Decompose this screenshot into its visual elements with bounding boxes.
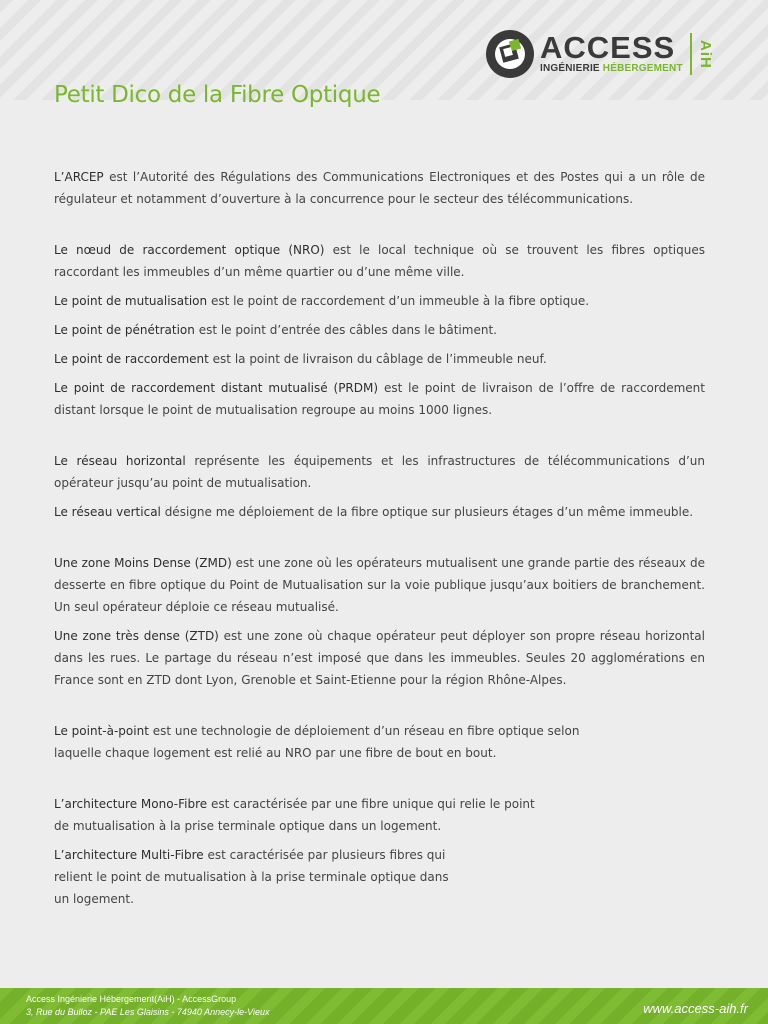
entry-point-a-point xyxy=(54,720,620,764)
entry-definition: est le point d’entrée des câbles dans le bâtiment. xyxy=(194,323,497,337)
entry-zmd xyxy=(54,552,705,618)
entry-term: Le point de mutualisation xyxy=(54,294,208,308)
page-footer xyxy=(0,988,768,1024)
entry-nro xyxy=(54,239,705,283)
logo-tagline xyxy=(540,63,683,75)
entry-term: Une zone très dense (ZTD) xyxy=(54,629,219,643)
footer-company-name: Access Ingénierie Hébergement(AiH) - AccessGroup xyxy=(26,994,237,1004)
footer-address: 3, Rue du Bulloz - PAE Les Glaisins - 74940 Annecy-le-Vieux xyxy=(26,1007,270,1017)
entry-definition: est une zone où chaque opérateur peut déployer son propre réseau horizontal dans les rues. Le partage du réseau n’est imposé que dans les immeubles. Seules 20 agglomérations en France sont en ZTD dont Lyon, Grenoble et Saint-Etienne pour la région Rhône-Alpes. xyxy=(54,629,705,687)
entry-term: Le nœud de raccordement optique (NRO) xyxy=(54,243,325,257)
footer-company-info xyxy=(26,993,269,1019)
entry-definition: est la point de livraison du câblage de l’immeuble neuf. xyxy=(208,352,547,366)
logo-tagline-hosting: HÉBERGEMENT xyxy=(602,63,683,74)
entry-term: Le point de raccordement distant mutualisé (PRDM) xyxy=(54,381,379,395)
page-title: Petit Dico de la Fibre Optique xyxy=(54,82,381,108)
section-gap xyxy=(54,530,705,552)
section-gap xyxy=(54,771,705,793)
logo-tagline-engineering: INGÉNIERIE xyxy=(540,63,600,74)
entry-term: Le point de raccordement xyxy=(54,352,209,366)
section-gap xyxy=(54,217,705,239)
entry-definition: désigne me déploiement de la fibre optique sur plusieurs étages d’un même immeuble. xyxy=(160,505,694,519)
entry-term: Une zone Moins Dense (ZMD) xyxy=(54,556,232,570)
entry-definition: est le point de livraison de l’offre de raccordement distant lorsque le point de mutualisation regroupe au moins 1000 lignes. xyxy=(54,381,705,417)
footer-website-link[interactable]: www.access-aih.fr xyxy=(643,1001,748,1016)
entry-multi-fibre xyxy=(54,844,454,910)
entry-term: Le réseau horizontal xyxy=(54,454,186,468)
entry-reseau-vertical xyxy=(54,501,705,523)
entry-prdm xyxy=(54,377,705,421)
entry-definition: est caractérisée par plusieurs fibres qui relient le point de mutualisation à la prise terminale optique dans un logement. xyxy=(54,848,449,906)
entry-term: Le point de pénétration xyxy=(54,323,195,337)
entry-term: L’architecture Multi-Fibre xyxy=(54,848,204,862)
entry-point-mutualisation xyxy=(54,290,705,312)
section-gap xyxy=(54,698,705,720)
entry-mono-fibre xyxy=(54,793,539,837)
entry-definition: est l’Autorité des Régulations des Communications Electroniques et des Postes qui a un rôle de régulateur et notamment d’ouverture à la concurrence pour le secteur des télécommunications. xyxy=(54,170,705,206)
logo-aih-label: AiH xyxy=(696,39,714,69)
entry-ztd xyxy=(54,625,705,691)
entry-term: Le réseau vertical xyxy=(54,505,161,519)
section-gap xyxy=(54,428,705,450)
entry-definition: est une zone où les opérateurs mutualisent une grande partie des réseaux de desserte en fibre optique du Point de Mutualisation sur la voie publique jusqu’aux boitiers de branchement. Un seul opérateur déploie ce réseau mutualisé. xyxy=(54,556,705,614)
access-logo xyxy=(484,28,754,80)
entry-term: L’architecture Mono-Fibre xyxy=(54,797,208,811)
entry-term: Le point-à-point xyxy=(54,724,149,738)
logo-wordmark: ACCESS xyxy=(540,30,676,65)
entry-point-penetration xyxy=(54,319,705,341)
entry-definition: est caractérisée par une fibre unique qui relie le point de mutualisation à la prise terminale optique dans un logement. xyxy=(54,797,535,833)
entry-point-raccordement xyxy=(54,348,705,370)
entry-reseau-horizontal xyxy=(54,450,705,494)
logo-mark-icon xyxy=(484,28,536,80)
entry-definition: est une technologie de déploiement d’un réseau en fibre optique selon laquelle chaque logement est relié au NRO par une fibre de bout en bout. xyxy=(54,724,580,760)
entry-definition: représente les équipements et les infrastructures de télécommunications d’un opérateur jusqu’au point de mutualisation. xyxy=(54,454,706,490)
glossary-content xyxy=(54,166,705,917)
entry-definition: est le local technique où se trouvent les fibres optiques raccordant les immeubles d’un même quartier ou d’une même ville. xyxy=(54,243,705,279)
entry-definition: est le point de raccordement d’un immeuble à la fibre optique. xyxy=(207,294,590,308)
logo-divider xyxy=(690,33,692,75)
entry-arcep xyxy=(54,166,705,210)
entry-term: L’ARCEP xyxy=(54,170,104,184)
